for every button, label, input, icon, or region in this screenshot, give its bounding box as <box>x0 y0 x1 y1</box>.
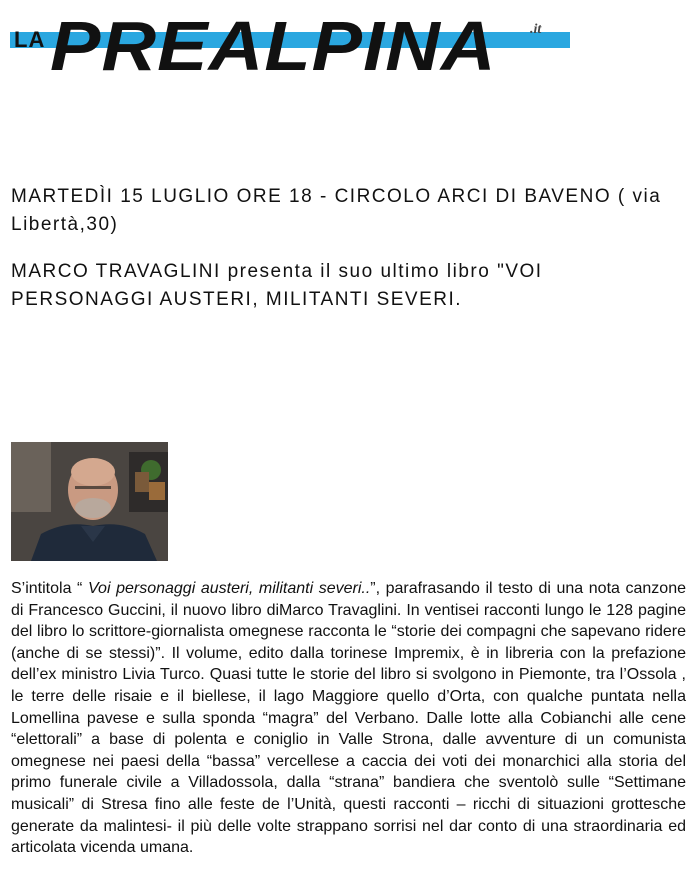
event-headline: MARTEDÌI 15 LUGLIO ORE 18 - CIRCOLO ARCI DI BAVENO ( via Libertà,30) <box>11 186 662 235</box>
author-photo <box>11 442 168 561</box>
masthead-suffix: .it <box>530 22 542 37</box>
book-headline: MARCO TRAVAGLINI presenta il suo ultimo libro "VOI PERSONAGGI AUSTERI, MILITANTI SEVERI. <box>11 261 543 310</box>
article-title-italic: Voi personaggi austeri, militanti severi.. <box>87 580 371 597</box>
masthead-prefix: LA <box>14 27 46 52</box>
author-photo-illustration <box>11 442 168 561</box>
article-body-text: ”, parafrasando il testo di una nota canzone di Francesco Guccini, il nuovo libro diMarco Travaglini. In ventisei racconti lungo le 128 pagine del libro lo scrittore-giornalista omegnese racconta le “storie dei compagni che sapevano ridere (anche di se stessi)”. Il volume, edito dalla torinese Impremix, è in libreria con la prefazione dell’ex ministro Livia Turco. Quasi tutte le storie del libro si svolgono in Piemonte, tra l’Ossola , le terre delle risaie e il biellese, il lago Maggiore quello d’Orta, con qualche puntata nella Lomellina pavese e sulla sponda “magra” del Verbano. Dalle lotte alla Cobianchi alle cene “elettorali” a base di polenta e coniglio in Valle Strona, dalle avventure di un comunista omegnese nei paesi della “bassa” vercellese a caccia dei voti dei monarchici alla storia del primo funerale civile a Villadossola, dalla “strana” bandiera che sventolò sulle “Settimane musicali” di Stresa fino alle feste de l’Unità, questi racconti – ricchi di situazioni grottesche generate da malintesi- il più delle volte strappano sorrisi nel dar conto di una straordinaria ed articolata vicenda umana. <box>11 580 686 857</box>
masthead-name: PREALPINA <box>50 7 497 85</box>
masthead-logo <box>10 7 570 85</box>
article-body <box>11 578 686 859</box>
article-intro: S’intitola “ <box>11 580 88 597</box>
